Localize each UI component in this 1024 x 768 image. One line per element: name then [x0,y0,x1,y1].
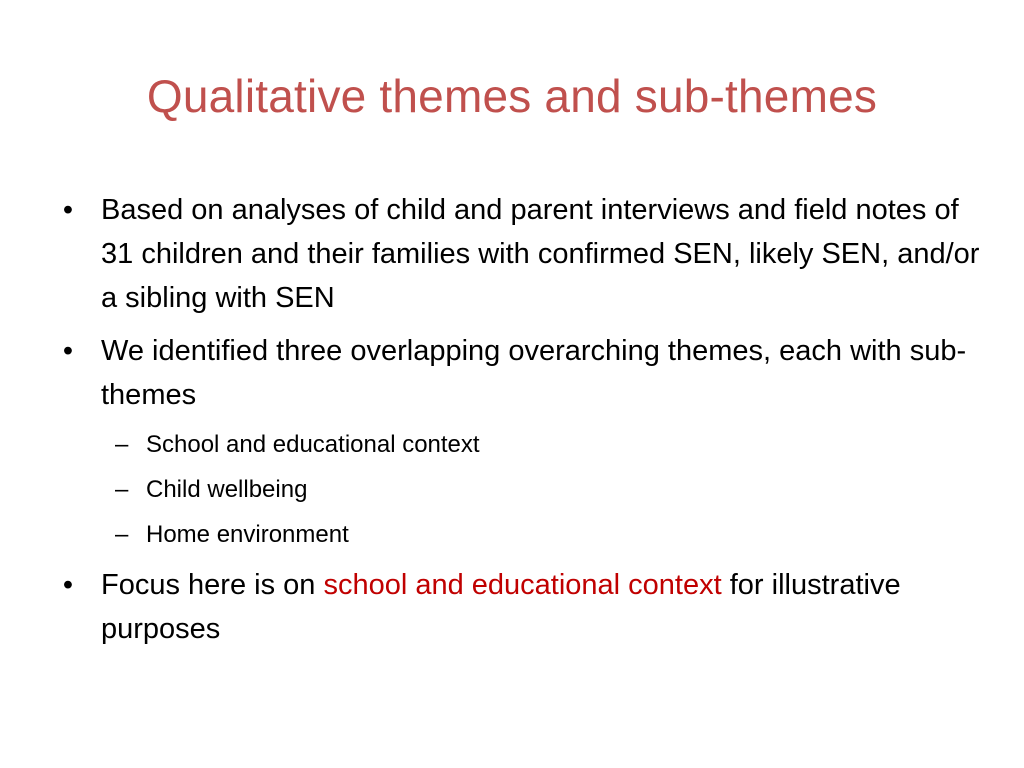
sub-theme-text: Home environment [146,521,349,548]
sub-theme-text: School and educational context [146,431,480,458]
bullet-icon: • [62,194,74,226]
bullet-text: Based on analyses of child and parent interviews and field notes of 31 children and their families with confirmed SEN, likely SEN, and/or a sibling with SEN [101,194,980,314]
bullet-icon: • [62,335,74,367]
bullet-item [58,188,988,320]
sub-theme-item [58,512,988,557]
bullet-text: We identified three overlapping overarching themes, each with sub-themes [101,335,967,411]
slide-body [58,188,988,660]
sub-theme-item [58,467,988,512]
dash-icon: – [115,476,129,503]
sub-theme-item [58,422,988,467]
slide-title: Qualitative themes and sub-themes [146,70,878,122]
dash-icon: – [115,521,129,548]
bullet-item [58,563,988,651]
sub-theme-list [58,422,988,557]
bullet-item [58,329,988,417]
bullet-text-before: Focus here is on [101,569,324,601]
dash-icon: – [115,431,129,458]
bullet-icon: • [62,569,74,601]
sub-theme-text: Child wellbeing [146,476,308,503]
highlighted-text: school and educational context [323,569,722,601]
bullet-text-after: for illustrative purposes [101,569,901,645]
